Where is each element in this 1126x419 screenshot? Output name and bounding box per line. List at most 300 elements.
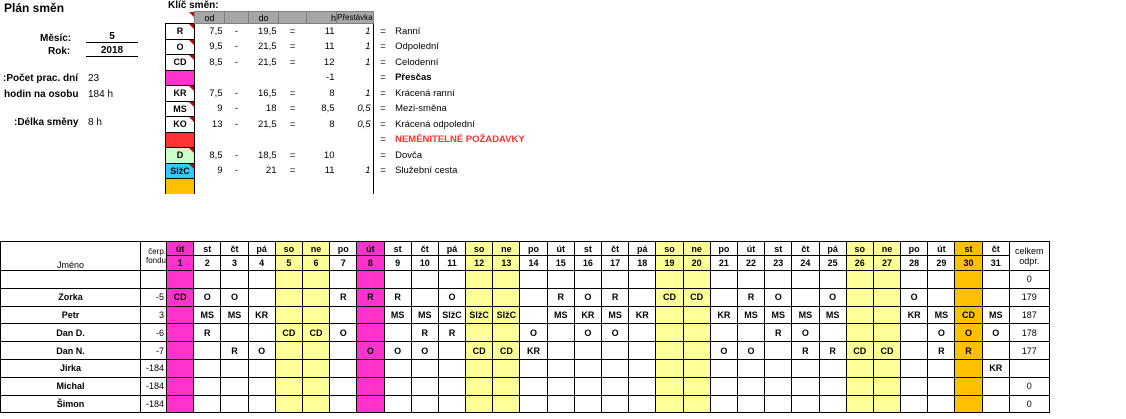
shift-cell[interactable]: O	[765, 288, 792, 306]
shift-cell[interactable]	[520, 271, 547, 289]
key-od: 9	[217, 165, 223, 177]
shift-cell[interactable]	[683, 271, 710, 289]
shift-cell[interactable]	[194, 342, 221, 360]
shift-cell[interactable]: KR	[520, 342, 547, 360]
shift-cell[interactable]	[493, 271, 520, 289]
key-h: 11	[324, 26, 335, 37]
shift-cell[interactable]	[683, 324, 710, 342]
carp-header-line1: čerp.	[148, 247, 166, 256]
day-number: 31	[982, 256, 1009, 271]
shift-cell[interactable]: SlžC	[438, 306, 465, 324]
shift-cell[interactable]	[982, 342, 1009, 360]
shift-cell[interactable]: KR	[248, 306, 275, 324]
shift-cell[interactable]: R	[928, 342, 955, 360]
day-number: 18	[629, 256, 656, 271]
shift-cell[interactable]	[167, 377, 194, 395]
shift-cell[interactable]	[710, 324, 737, 342]
shift-cell[interactable]	[602, 395, 629, 413]
shift-cell[interactable]: MS	[602, 306, 629, 324]
shift-cell[interactable]: O	[928, 324, 955, 342]
shift-cell[interactable]: MS	[792, 306, 819, 324]
shift-cell[interactable]	[248, 324, 275, 342]
shift-cell[interactable]	[167, 359, 194, 377]
key-od	[195, 70, 225, 86]
shift-cell[interactable]	[411, 288, 438, 306]
shift-cell[interactable]	[438, 271, 465, 289]
shift-cell[interactable]: MS	[982, 306, 1009, 324]
shift-cell[interactable]	[819, 395, 846, 413]
shift-cell[interactable]: KR	[574, 306, 601, 324]
shift-cell[interactable]	[275, 342, 302, 360]
shift-cell[interactable]: KR	[629, 306, 656, 324]
shift-cell[interactable]	[438, 377, 465, 395]
shift-cell[interactable]: O	[901, 288, 928, 306]
shift-cell[interactable]: MS	[194, 306, 221, 324]
shift-cell[interactable]: CD	[683, 288, 710, 306]
person-name: Petr	[1, 306, 141, 324]
key-description: Dovča	[395, 149, 423, 161]
shift-cell[interactable]: MS	[737, 306, 764, 324]
shift-cell[interactable]	[873, 306, 900, 324]
shift-cell[interactable]	[466, 395, 493, 413]
shift-cell[interactable]	[792, 271, 819, 289]
shift-cell[interactable]: R	[411, 324, 438, 342]
person-name: Dan D.	[1, 324, 141, 342]
shift-cell[interactable]: SlžC	[493, 306, 520, 324]
shift-cell[interactable]	[248, 395, 275, 413]
shift-cell[interactable]	[384, 395, 411, 413]
shift-cell[interactable]	[819, 377, 846, 395]
shift-cell[interactable]	[357, 324, 384, 342]
shift-cell[interactable]	[765, 359, 792, 377]
shift-cell[interactable]: CD	[167, 288, 194, 306]
shift-cell[interactable]	[765, 395, 792, 413]
shift-cell[interactable]	[901, 395, 928, 413]
shift-key-table	[165, 11, 564, 194]
shift-cell[interactable]	[710, 288, 737, 306]
shift-cell[interactable]	[574, 395, 601, 413]
key-header-prestavka: Přestávka	[337, 13, 373, 22]
shift-cell[interactable]	[683, 377, 710, 395]
shift-cell[interactable]	[873, 359, 900, 377]
hours-value: 184 h	[88, 89, 114, 100]
day-of-week: ne	[683, 242, 710, 256]
key-description: Celodenní	[395, 56, 439, 68]
shift-cell[interactable]	[928, 395, 955, 413]
shift-cell[interactable]	[248, 359, 275, 377]
key-row	[166, 101, 564, 117]
shift-cell[interactable]	[221, 324, 248, 342]
shift-cell[interactable]: R	[438, 324, 465, 342]
shift-cell[interactable]	[194, 359, 221, 377]
shift-cell[interactable]	[520, 288, 547, 306]
shift-cell[interactable]	[792, 359, 819, 377]
shift-cell[interactable]	[846, 377, 873, 395]
person-carp: -6	[141, 324, 167, 342]
shift-cell[interactable]	[330, 271, 357, 289]
shift-cell[interactable]	[683, 395, 710, 413]
shift-cell[interactable]	[629, 324, 656, 342]
shift-cell[interactable]	[683, 342, 710, 360]
shift-cell[interactable]: KR	[901, 306, 928, 324]
shift-cell[interactable]: CD	[656, 288, 683, 306]
shift-cell[interactable]	[765, 342, 792, 360]
shift-cell[interactable]	[656, 359, 683, 377]
shift-cell[interactable]: R	[194, 324, 221, 342]
key-header-od: od	[195, 12, 225, 24]
shift-cell[interactable]	[656, 342, 683, 360]
shift-cell[interactable]	[411, 271, 438, 289]
shift-cell[interactable]	[602, 342, 629, 360]
shift-cell[interactable]	[602, 271, 629, 289]
shift-cell[interactable]: O	[710, 342, 737, 360]
shift-cell[interactable]	[520, 377, 547, 395]
shift-cell[interactable]: MS	[384, 306, 411, 324]
shift-cell[interactable]: R	[384, 288, 411, 306]
shift-cell[interactable]	[873, 324, 900, 342]
shift-cell[interactable]	[629, 395, 656, 413]
shift-cell[interactable]: O	[574, 288, 601, 306]
shift-cell[interactable]	[683, 306, 710, 324]
shift-cell[interactable]	[357, 377, 384, 395]
shift-cell[interactable]	[928, 377, 955, 395]
shift-cell[interactable]	[466, 377, 493, 395]
shift-cell[interactable]	[167, 306, 194, 324]
shift-cell[interactable]	[330, 342, 357, 360]
shift-cell[interactable]	[167, 395, 194, 413]
day-of-week: pá	[248, 242, 275, 256]
shift-cell[interactable]	[737, 324, 764, 342]
shift-cell[interactable]	[873, 395, 900, 413]
shift-cell[interactable]: MS	[547, 306, 574, 324]
shift-cell[interactable]	[955, 271, 982, 289]
shift-cell[interactable]	[656, 306, 683, 324]
shift-cell[interactable]	[901, 342, 928, 360]
shift-cell[interactable]	[629, 342, 656, 360]
shift-cell[interactable]	[384, 324, 411, 342]
shift-cell[interactable]	[901, 359, 928, 377]
shift-cell[interactable]	[928, 359, 955, 377]
shift-cell[interactable]	[302, 395, 329, 413]
shift-cell[interactable]	[466, 271, 493, 289]
shift-cell[interactable]: O	[248, 342, 275, 360]
shift-cell[interactable]	[466, 359, 493, 377]
shift-cell[interactable]	[602, 377, 629, 395]
shift-cell[interactable]: O	[792, 324, 819, 342]
shift-cell[interactable]	[629, 288, 656, 306]
key-equals: =	[380, 41, 386, 53]
shift-cell[interactable]: O	[357, 342, 384, 360]
shift-cell[interactable]	[520, 306, 547, 324]
shift-cell[interactable]	[167, 271, 194, 289]
shift-cell[interactable]	[547, 271, 574, 289]
shift-cell[interactable]	[819, 359, 846, 377]
shift-cell[interactable]	[275, 395, 302, 413]
shift-cell[interactable]: O	[438, 288, 465, 306]
shift-cell[interactable]	[275, 271, 302, 289]
shift-cell[interactable]: MS	[765, 306, 792, 324]
shift-cell[interactable]: CD	[493, 342, 520, 360]
shift-cell[interactable]	[547, 395, 574, 413]
shift-cell[interactable]	[873, 271, 900, 289]
shift-cell[interactable]	[710, 359, 737, 377]
key-p: 1	[337, 55, 374, 71]
shift-cell[interactable]: O	[221, 288, 248, 306]
shift-cell[interactable]: R	[330, 288, 357, 306]
shift-cell[interactable]	[846, 271, 873, 289]
day-of-week: čt	[792, 242, 819, 256]
shift-cell[interactable]	[221, 377, 248, 395]
shift-cell[interactable]: O	[737, 342, 764, 360]
key-code: MS	[166, 101, 195, 117]
shift-cell[interactable]	[302, 377, 329, 395]
shift-cell[interactable]	[357, 395, 384, 413]
shift-cell[interactable]	[411, 395, 438, 413]
shift-length-label: :Délka směny	[14, 117, 79, 128]
person-row	[1, 359, 1050, 377]
day-of-week: so	[466, 242, 493, 256]
total-cell: 179	[1009, 288, 1049, 306]
shift-cell[interactable]	[629, 377, 656, 395]
shift-cell[interactable]	[357, 359, 384, 377]
shift-cell[interactable]: O	[574, 324, 601, 342]
shift-cell[interactable]	[466, 324, 493, 342]
shift-cell[interactable]	[710, 395, 737, 413]
shift-cell[interactable]	[656, 271, 683, 289]
shift-cell[interactable]	[737, 359, 764, 377]
shift-cell[interactable]	[466, 288, 493, 306]
shift-cell[interactable]	[221, 395, 248, 413]
key-description: Ranní	[395, 25, 421, 37]
shift-schedule-table	[0, 241, 1050, 413]
shift-cell[interactable]	[221, 359, 248, 377]
shift-cell[interactable]	[574, 377, 601, 395]
day-of-week: st	[765, 242, 792, 256]
shift-cell[interactable]	[737, 377, 764, 395]
shift-cell[interactable]	[819, 271, 846, 289]
shift-cell[interactable]	[982, 377, 1009, 395]
shift-cell[interactable]	[901, 324, 928, 342]
shift-cell[interactable]	[873, 288, 900, 306]
shift-cell[interactable]	[819, 324, 846, 342]
key-od: 8,5	[209, 149, 223, 161]
shift-cell[interactable]: MS	[928, 306, 955, 324]
shift-cell[interactable]	[248, 271, 275, 289]
shift-cell[interactable]: MS	[411, 306, 438, 324]
shift-cell[interactable]	[765, 271, 792, 289]
shift-cell[interactable]	[438, 359, 465, 377]
shift-cell[interactable]	[384, 377, 411, 395]
shift-cell[interactable]: R	[819, 342, 846, 360]
shift-cell[interactable]: R	[221, 342, 248, 360]
day-number: 17	[602, 256, 629, 271]
shift-cell[interactable]: CD	[466, 342, 493, 360]
shift-cell[interactable]	[330, 377, 357, 395]
shift-cell[interactable]	[547, 342, 574, 360]
shift-cell[interactable]	[737, 395, 764, 413]
shift-cell[interactable]	[629, 271, 656, 289]
shift-cell[interactable]	[710, 271, 737, 289]
shift-cell[interactable]: CD	[302, 324, 329, 342]
shift-cell[interactable]: MS	[819, 306, 846, 324]
shift-cell[interactable]	[302, 288, 329, 306]
shift-cell[interactable]	[493, 288, 520, 306]
shift-cell[interactable]	[765, 377, 792, 395]
shift-cell[interactable]	[493, 359, 520, 377]
key-title: Klíč směn:	[168, 0, 219, 11]
shift-cell[interactable]	[982, 271, 1009, 289]
shift-cell[interactable]	[167, 342, 194, 360]
shift-cell[interactable]: CD	[846, 342, 873, 360]
shift-cell[interactable]: R	[602, 288, 629, 306]
person-row	[1, 306, 1050, 324]
shift-cell[interactable]	[194, 271, 221, 289]
shift-cell[interactable]: O	[602, 324, 629, 342]
shift-cell[interactable]	[493, 377, 520, 395]
shift-cell[interactable]	[792, 377, 819, 395]
carp-header-line2: fondu	[145, 256, 166, 265]
shift-cell[interactable]: R	[792, 342, 819, 360]
shift-cell[interactable]	[901, 271, 928, 289]
shift-cell[interactable]	[982, 395, 1009, 413]
shift-cell[interactable]	[873, 377, 900, 395]
day-of-week: út	[737, 242, 764, 256]
shift-cell[interactable]	[656, 377, 683, 395]
shift-cell[interactable]	[194, 395, 221, 413]
shift-cell[interactable]: O	[194, 288, 221, 306]
shift-cell[interactable]	[330, 306, 357, 324]
shift-cell[interactable]	[574, 359, 601, 377]
shift-cell[interactable]	[846, 324, 873, 342]
shift-cell[interactable]	[493, 395, 520, 413]
shift-cell[interactable]	[248, 288, 275, 306]
shift-cell[interactable]	[955, 359, 982, 377]
key-eq: =	[289, 165, 296, 177]
shift-cell[interactable]	[411, 359, 438, 377]
shift-cell[interactable]: O	[330, 324, 357, 342]
key-eq	[279, 70, 307, 86]
shift-cell[interactable]	[574, 342, 601, 360]
shift-cell[interactable]: CD	[873, 342, 900, 360]
shift-cell[interactable]	[384, 359, 411, 377]
shift-cell[interactable]	[275, 359, 302, 377]
shift-cell[interactable]	[846, 288, 873, 306]
key-p	[337, 148, 374, 164]
shift-cell[interactable]	[520, 395, 547, 413]
shift-cell[interactable]: O	[520, 324, 547, 342]
shift-cell[interactable]: MS	[221, 306, 248, 324]
shift-cell[interactable]	[547, 359, 574, 377]
key-od: 9	[217, 103, 223, 115]
key-od: 9,5	[209, 41, 223, 53]
shift-cell[interactable]	[846, 359, 873, 377]
key-h: 11	[324, 41, 335, 53]
shift-cell[interactable]	[221, 271, 248, 289]
shift-cell[interactable]	[982, 288, 1009, 306]
shift-cell[interactable]	[792, 288, 819, 306]
shift-cell[interactable]	[275, 288, 302, 306]
shift-cell[interactable]: O	[411, 342, 438, 360]
key-do: 18	[265, 103, 277, 115]
shift-cell[interactable]	[547, 377, 574, 395]
shift-cell[interactable]	[493, 324, 520, 342]
day-of-week: po	[520, 242, 547, 256]
shift-cell[interactable]	[955, 395, 982, 413]
shift-cell[interactable]: R	[357, 288, 384, 306]
shift-cell[interactable]: O	[955, 324, 982, 342]
shift-cell[interactable]	[438, 342, 465, 360]
key-do	[249, 132, 279, 148]
shift-cell[interactable]	[792, 395, 819, 413]
shift-cell[interactable]: R	[547, 288, 574, 306]
key-p: 0,5	[337, 117, 374, 133]
shift-cell[interactable]	[357, 306, 384, 324]
key-dash: -	[234, 149, 239, 161]
shift-cell[interactable]	[955, 288, 982, 306]
key-p: 0,5	[337, 101, 374, 117]
shift-cell[interactable]	[955, 377, 982, 395]
shift-cell[interactable]	[846, 395, 873, 413]
shift-cell[interactable]: KR	[710, 306, 737, 324]
shift-cell[interactable]: SlžC	[466, 306, 493, 324]
year-value[interactable]: 2018	[86, 45, 138, 57]
shift-cell[interactable]	[683, 359, 710, 377]
shift-cell[interactable]	[928, 288, 955, 306]
shift-cell[interactable]	[384, 271, 411, 289]
day-number: 29	[928, 256, 955, 271]
shift-cell[interactable]	[302, 271, 329, 289]
month-value[interactable]: 5	[86, 31, 138, 43]
shift-cell[interactable]	[330, 359, 357, 377]
shift-cell[interactable]: O	[819, 288, 846, 306]
shift-cell[interactable]: R	[765, 324, 792, 342]
shift-cell[interactable]	[901, 377, 928, 395]
shift-cell[interactable]	[737, 271, 764, 289]
shift-cell[interactable]: O	[384, 342, 411, 360]
shift-cell[interactable]	[330, 395, 357, 413]
shift-cell[interactable]: KR	[982, 359, 1009, 377]
shift-cell[interactable]: CD	[275, 324, 302, 342]
shift-cell[interactable]	[275, 377, 302, 395]
shift-cell[interactable]: CD	[955, 306, 982, 324]
shift-cell[interactable]: O	[982, 324, 1009, 342]
shift-cell[interactable]	[275, 306, 302, 324]
shift-cell[interactable]	[547, 324, 574, 342]
shift-cell[interactable]	[302, 342, 329, 360]
shift-cell[interactable]	[710, 377, 737, 395]
shift-cell[interactable]	[167, 324, 194, 342]
shift-cell[interactable]	[438, 395, 465, 413]
shift-cell[interactable]	[846, 306, 873, 324]
shift-cell[interactable]	[248, 377, 275, 395]
key-eq: =	[289, 103, 296, 115]
shift-cell[interactable]	[520, 359, 547, 377]
shift-cell[interactable]	[656, 395, 683, 413]
shift-cell[interactable]	[357, 271, 384, 289]
shift-cell[interactable]	[656, 324, 683, 342]
shift-cell[interactable]: R	[955, 342, 982, 360]
shift-cell[interactable]	[302, 359, 329, 377]
shift-cell[interactable]	[411, 377, 438, 395]
shift-cell[interactable]	[928, 271, 955, 289]
shift-cell[interactable]: R	[737, 288, 764, 306]
day-number: 1	[167, 256, 194, 271]
shift-cell[interactable]	[574, 271, 601, 289]
shift-cell[interactable]	[302, 306, 329, 324]
shift-cell[interactable]	[194, 377, 221, 395]
shift-cell[interactable]	[629, 359, 656, 377]
shift-cell[interactable]	[602, 359, 629, 377]
